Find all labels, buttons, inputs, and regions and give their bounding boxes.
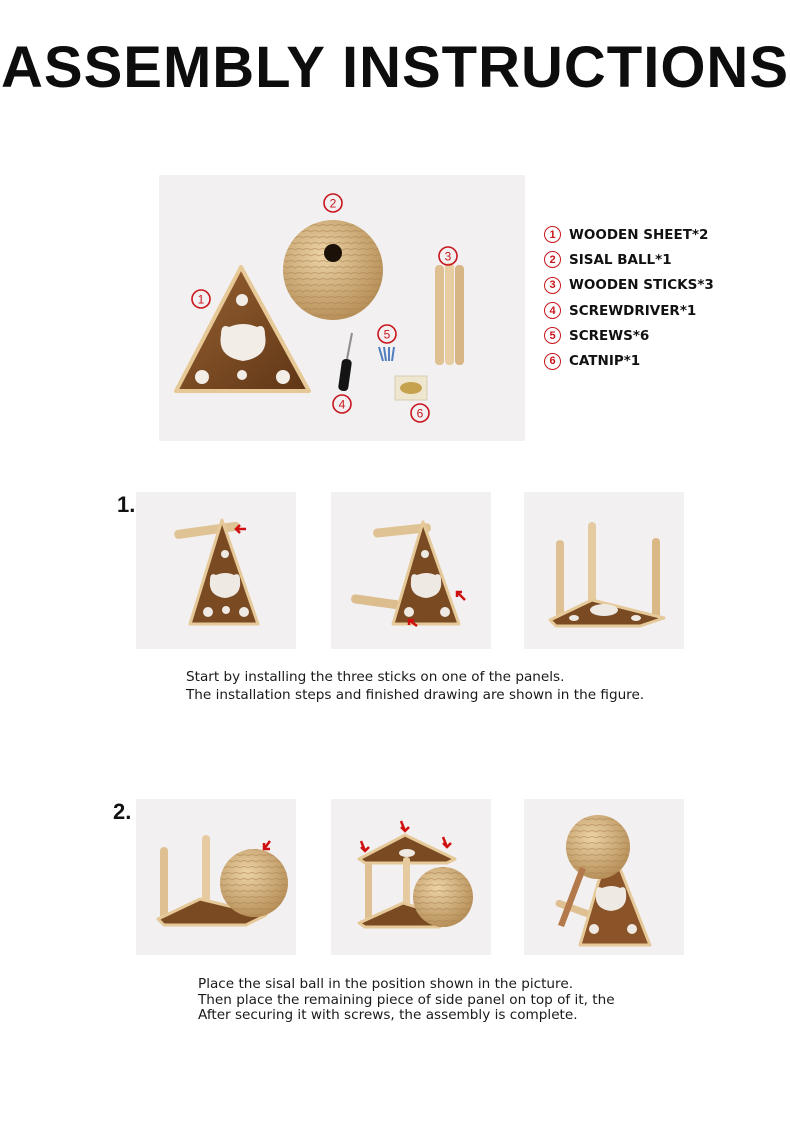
step-2-photo-2 bbox=[331, 799, 491, 955]
callout-4 bbox=[333, 395, 351, 413]
number-badge: 1 bbox=[544, 226, 561, 243]
sisal-ball-part bbox=[283, 220, 383, 320]
svg-text:2: 2 bbox=[329, 196, 337, 211]
part-label: WOODEN STICKS*3 bbox=[569, 277, 714, 294]
part-label: WOODEN SHEET*2 bbox=[569, 226, 709, 243]
callout-1 bbox=[192, 290, 210, 308]
caption-line: Start by installing the three sticks on one of the panels. bbox=[186, 669, 565, 685]
parts-photo bbox=[159, 175, 525, 441]
step-1-photo-1 bbox=[136, 492, 296, 649]
callout-6 bbox=[411, 404, 429, 422]
svg-text:5: 5 bbox=[383, 327, 391, 342]
number-badge: 4 bbox=[544, 302, 561, 319]
part-label: SCREWDRIVER*1 bbox=[569, 302, 697, 319]
step-1-number: 1. bbox=[117, 492, 136, 517]
parts-list-item bbox=[544, 222, 714, 247]
screws-part bbox=[379, 347, 394, 361]
step-1-caption bbox=[186, 669, 644, 704]
caption-line: Place the sisal ball in the position shown in the picture. bbox=[198, 976, 574, 992]
step-2-caption bbox=[198, 977, 615, 1024]
catnip-part bbox=[395, 376, 427, 400]
svg-text:3: 3 bbox=[444, 249, 452, 264]
parts-list-item bbox=[544, 323, 714, 348]
step-2-number: 2. bbox=[113, 799, 132, 824]
part-label: CATNIP*1 bbox=[569, 353, 641, 370]
parts-list-item bbox=[544, 348, 714, 373]
callout-3 bbox=[439, 247, 457, 265]
number-badge: 5 bbox=[544, 327, 561, 344]
part-label: SISAL BALL*1 bbox=[569, 251, 672, 268]
step-2-photo-3 bbox=[524, 799, 684, 955]
screwdriver-part bbox=[338, 333, 352, 392]
parts-list bbox=[544, 222, 714, 374]
step-2-photo-1 bbox=[136, 799, 296, 955]
step-1-photo-2 bbox=[331, 492, 491, 649]
number-badge: 2 bbox=[544, 251, 561, 268]
wooden-sticks-part bbox=[435, 263, 464, 365]
callout-5 bbox=[378, 325, 396, 343]
number-badge: 6 bbox=[544, 353, 561, 370]
caption-line: Then place the remaining piece of side panel on top of it, the bbox=[198, 991, 615, 1008]
caption-line: The installation steps and finished drawing are shown in the figure. bbox=[186, 686, 645, 703]
page-title: ASSEMBLY INSTRUCTIONS bbox=[1, 35, 789, 100]
svg-text:4: 4 bbox=[338, 397, 346, 412]
number-badge: 3 bbox=[544, 277, 561, 294]
parts-list-item bbox=[544, 298, 714, 323]
caption-line: After securing it with screws, the assembly is complete. bbox=[198, 1007, 578, 1023]
part-label: SCREWS*6 bbox=[569, 327, 650, 344]
step-1-photo-3 bbox=[524, 492, 684, 649]
parts-list-item bbox=[544, 247, 714, 272]
svg-text:1: 1 bbox=[197, 292, 205, 307]
callout-2 bbox=[324, 194, 342, 212]
parts-list-item bbox=[544, 273, 714, 298]
svg-text:6: 6 bbox=[416, 406, 424, 421]
